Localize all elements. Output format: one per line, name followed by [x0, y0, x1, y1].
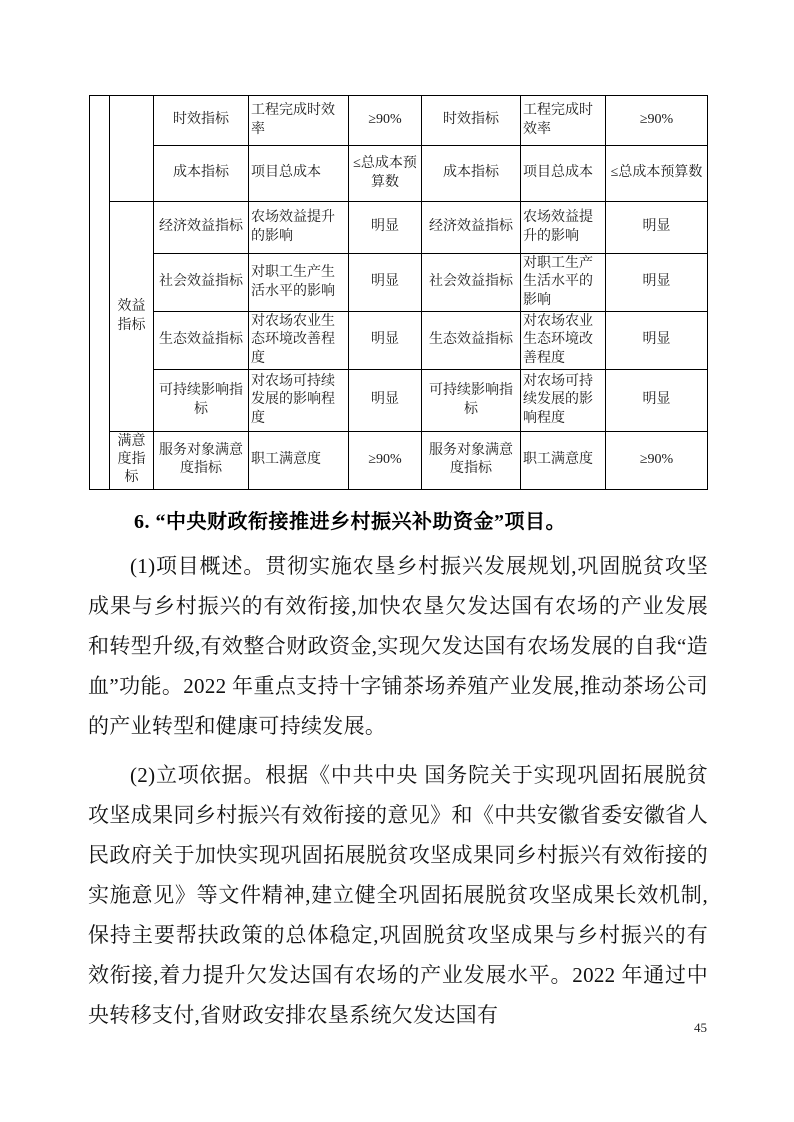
table-cell: 项目总成本	[249, 146, 349, 202]
table-cell: 明显	[349, 254, 422, 312]
table-cell: ≤总成本预算数	[349, 146, 422, 202]
table-left-spacer-cell	[90, 96, 110, 490]
table-cell: 明显	[349, 202, 422, 254]
table-cell: 农场效益提升的影响	[521, 202, 606, 254]
table-cell: 时效指标	[154, 96, 249, 146]
table-row	[90, 370, 708, 432]
table-cell: 可持续影响指标	[422, 370, 521, 432]
indicator-table	[89, 95, 708, 490]
table-cell: 明显	[349, 312, 422, 370]
table-cell: 对农场农业生态环境改善程度	[521, 312, 606, 370]
table-row	[90, 146, 708, 202]
page-content	[88, 95, 708, 1035]
table-cell: 项目总成本	[521, 146, 606, 202]
table-cell: 成本指标	[422, 146, 521, 202]
table-cell: 对职工生产生活水平的影响	[521, 254, 606, 312]
page-number: 45	[694, 1020, 707, 1035]
table-row	[90, 202, 708, 254]
table-cell: ≥90%	[606, 96, 708, 146]
table-cell: ≥90%	[349, 96, 422, 146]
table-group-label: 满意度指标	[110, 432, 154, 490]
table-cell: 服务对象满意度指标	[154, 432, 249, 490]
table-cell: ≥90%	[349, 432, 422, 490]
table-cell: 工程完成时效率	[249, 96, 349, 146]
table-cell: ≥90%	[606, 432, 708, 490]
table-row	[90, 96, 708, 146]
table-cell: 生态效益指标	[422, 312, 521, 370]
table-group-blank-cell	[110, 96, 154, 202]
table-cell: 社会效益指标	[422, 254, 521, 312]
table-row	[90, 254, 708, 312]
table-cell: 服务对象满意度指标	[422, 432, 521, 490]
table-cell: 农场效益提升的影响	[249, 202, 349, 254]
table-cell: 明显	[606, 254, 708, 312]
table-cell: 经济效益指标	[154, 202, 249, 254]
table-cell: 明显	[606, 202, 708, 254]
table-cell: 成本指标	[154, 146, 249, 202]
table-cell: 对农场可持续发展的影响程度	[521, 370, 606, 432]
table-cell: 生态效益指标	[154, 312, 249, 370]
table-cell: 明显	[349, 370, 422, 432]
paragraph-project-overview: (1)项目概述。贯彻实施农垦乡村振兴发展规划,巩固脱贫攻坚成果与乡村振兴的有效衔接,加快农垦欠发达国有农场的产业发展和转型升级,有效整合财政资金,实现欠发达国有农场发展的自我“造血”功能。2022 年重点支持十字铺茶场养殖产业发展,推动茶场公司的产业转型和健康可持续发展。	[88, 553, 708, 738]
table-cell: 职工满意度	[249, 432, 349, 490]
paragraph-project-basis: (2)立项依据。根据《中共中央 国务院关于实现巩固拓展脱贫攻坚成果同乡村振兴有效衔接的意见》和《中共安徽省委安徽省人民政府关于加快实现巩固拓展脱贫攻坚成果同乡村振兴有效衔接的实施意见》等文件精神,建立健全巩固拓展脱贫攻坚成果长效机制,保持主要帮扶政策的总体稳定,巩固脱贫攻坚成果与乡村振兴的有效衔接,着力提升欠发达国有农场的产业发展水平。2022 年通过中央转移支付,省财政安排农垦系统欠发达国有	[88, 762, 708, 1027]
table-cell: 明显	[606, 370, 708, 432]
table-cell: 时效指标	[422, 96, 521, 146]
table-cell: 经济效益指标	[422, 202, 521, 254]
table-cell: 可持续影响指标	[154, 370, 249, 432]
table-cell: ≤总成本预算数	[606, 146, 708, 202]
table-cell: 对农场农业生态环境改善程度	[249, 312, 349, 370]
table-cell: 对职工生产生活水平的影响	[249, 254, 349, 312]
table-row	[90, 432, 708, 490]
table-cell: 职工满意度	[521, 432, 606, 490]
table-cell: 明显	[606, 312, 708, 370]
table-cell: 工程完成时效率	[521, 96, 606, 146]
table-cell: 社会效益指标	[154, 254, 249, 312]
table-cell: 对农场可持续发展的影响程度	[249, 370, 349, 432]
table-group-label: 效益指标	[110, 202, 154, 432]
table-row	[90, 312, 708, 370]
section-heading: 6. “中央财政衔接推进乡村振兴补助资金”项目。	[134, 510, 566, 533]
